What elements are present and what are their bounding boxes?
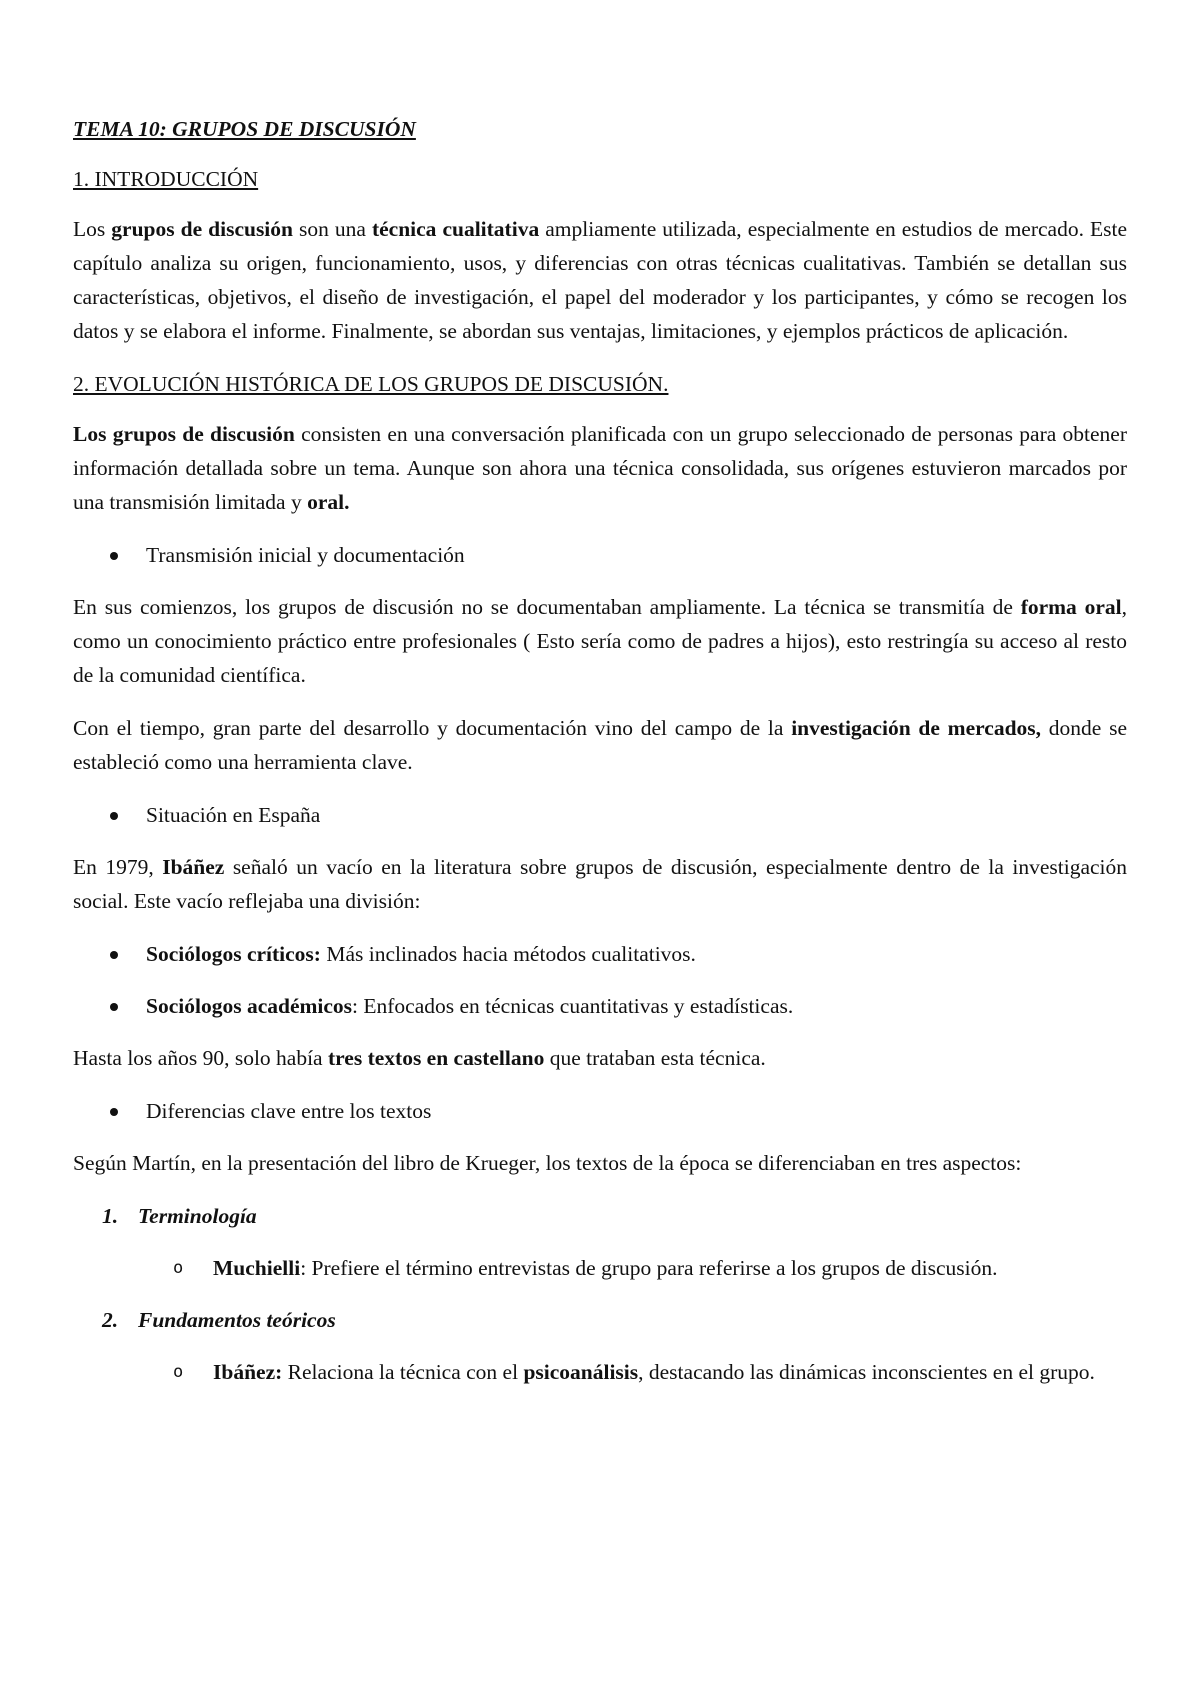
text-run: Más inclinados hacia métodos cualitativos.	[320, 942, 696, 966]
text-run: consisten en una conversación planificada con un grupo seleccionado de personas para obtener información detallada sobre un tema. Aunque son ahora una técnica consolidada, sus orígenes estuvieron marcados por una transmisión limitada y	[73, 422, 1127, 514]
numbered-item	[73, 1303, 1127, 1337]
bold-text: oral.	[307, 490, 350, 514]
paragraph-introduccion	[73, 212, 1127, 348]
numbered-item	[73, 1199, 1127, 1233]
bold-text: Muchielli	[213, 1256, 301, 1280]
text-run: , como un conocimiento práctico entre profesionales ( Esto sería como de padres a hijos), esto restringía su acceso al resto de la comunidad científica.	[73, 595, 1127, 687]
text-run: , destacando las dinámicas inconscientes en el grupo.	[638, 1360, 1095, 1384]
text-run: donde se estableció como una herramienta clave.	[73, 716, 1128, 774]
item-number: 1.	[102, 1204, 119, 1228]
circle-bullet-icon: o	[173, 1362, 184, 1382]
paragraph-tiempo	[73, 711, 1127, 779]
text-run: En sus comienzos, los grupos de discusión no se documentaban ampliamente. La técnica se transmitía de	[73, 595, 1021, 619]
bold-text: tres textos en castellano	[327, 1046, 545, 1070]
bold-text: investigación de mercados,	[791, 716, 1042, 740]
bold-text: Ibáñez:	[213, 1360, 283, 1384]
text-run: En 1979,	[73, 855, 163, 879]
bullet-item: Diferencias clave entre los textos	[73, 1094, 1127, 1128]
text-run: ampliamente utilizada, especialmente en estudios de mercado. Este capítulo analiza su origen, funcionamiento, usos, y diferencias con otras técnicas cualitativas. También se detallan sus características, objetivos, el diseño de investigación, el papel del moderador y los participantes, y cómo se recogen los datos y se elabora el informe. Finalmente, se abordan sus ventajas, limitaciones, y ejemplos prácticos de aplicación.	[73, 217, 1128, 343]
item-label: Terminología	[138, 1204, 257, 1228]
paragraph-espana	[73, 850, 1127, 918]
bold-text: grupos de discusión	[111, 217, 293, 241]
text-run: que trataban esta técnica.	[544, 1046, 766, 1070]
text-run: Relaciona la técnica con el	[282, 1360, 524, 1384]
bullet-item: Transmisión inicial y documentación	[73, 538, 1127, 572]
sub-item	[73, 1251, 1127, 1285]
bold-text: forma oral	[1020, 595, 1122, 619]
paragraph-definicion	[73, 417, 1127, 519]
text-run: : Enfocados en técnicas cuantitativas y estadísticas.	[352, 994, 794, 1018]
section-heading-introduccion: 1. INTRODUCCIÓN	[73, 167, 259, 191]
text-run: Con el tiempo, gran parte del desarrollo y documentación vino del campo de la	[73, 716, 792, 740]
paragraph-martin: Según Martín, en la presentación del libro de Krueger, los textos de la época se diferenciaban en tres aspectos:	[73, 1151, 1022, 1175]
text-run: Hasta los años 90, solo había	[73, 1046, 328, 1070]
bold-text: Los grupos de discusión	[73, 422, 295, 446]
bullet-item	[73, 937, 1127, 971]
bold-text: Ibáñez	[162, 855, 225, 879]
text-run: Los	[73, 217, 112, 241]
bold-text: psicoanálisis	[523, 1360, 639, 1384]
item-number: 2.	[102, 1308, 119, 1332]
text-run: señaló un vacío en la literatura sobre grupos de discusión, especialmente dentro de la investigación social. Este vacío reflejaba una división:	[73, 855, 1127, 913]
sub-item	[73, 1355, 1127, 1389]
paragraph-textos	[73, 1041, 1127, 1075]
bold-text: técnica cualitativa	[371, 217, 540, 241]
bullet-item	[73, 989, 1127, 1023]
bullet-item: Situación en España	[73, 798, 1127, 832]
text-run: : Prefiere el término entrevistas de grupo para referirse a los grupos de discusión.	[300, 1256, 998, 1280]
document-body	[73, 112, 1127, 1407]
circle-bullet-icon: o	[173, 1258, 184, 1278]
bold-text: Sociólogos académicos	[146, 994, 353, 1018]
text-run: son una	[293, 217, 372, 241]
bold-text: Sociólogos críticos:	[146, 942, 321, 966]
document-title: TEMA 10: GRUPOS DE DISCUSIÓN	[73, 117, 416, 141]
paragraph-comienzos	[73, 590, 1127, 692]
item-label: Fundamentos teóricos	[138, 1308, 336, 1332]
section-heading-evolucion: 2. EVOLUCIÓN HISTÓRICA DE LOS GRUPOS DE DISCUSIÓN.	[73, 372, 669, 396]
